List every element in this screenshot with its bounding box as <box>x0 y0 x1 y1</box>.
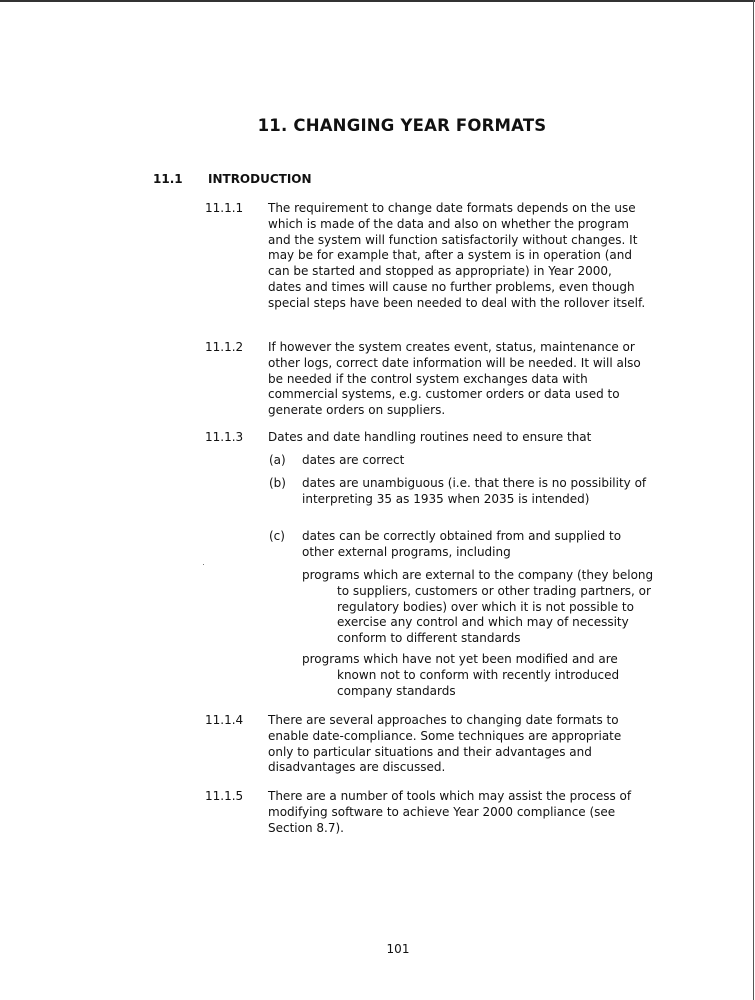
list-item-label: (c) <box>269 529 285 543</box>
paragraph-text: There are several approaches to changing date formats to enable date-compliance. Some techniques are appropriate only to particular situations and their advantages and disadvantages are discussed. <box>268 713 622 775</box>
paragraph-text: Dates and date handling routines need to ensure that <box>268 430 592 444</box>
list-item-text: dates are unambiguous (i.e. that there is no possibility of interpreting 35 as 1935 when 2035 is intended) <box>302 476 647 506</box>
section-number: 11.1 <box>153 172 183 186</box>
list-item-label: (a) <box>269 453 286 467</box>
chapter-title: 11. CHANGING YEAR FORMATS <box>257 116 547 135</box>
section-title: INTRODUCTION <box>208 172 312 186</box>
page-top-border <box>0 0 755 2</box>
sub-list-item: programs which are external to the company (they belong to suppliers, customers or other trading partners, or regulatory bodies) over which it is not possible to exercise any control and which may of necessity conform to different standards <box>302 568 654 646</box>
paragraph-number: 11.1.3 <box>205 430 244 444</box>
paragraph-text: There are a number of tools which may assist the process of modifying software to achieve Year 2000 compliance (see Section 8.7). <box>268 789 632 835</box>
sub-list-item: programs which have not yet been modified and are known not to conform with recently introduced company standards <box>302 652 620 698</box>
list-item-text: dates can be correctly obtained from and supplied to other external programs, including <box>302 529 622 559</box>
paragraph-text: If however the system creates event, status, maintenance or other logs, correct date information will be needed. It will also be needed if the control system exchanges data with commercial systems, e.g. customer orders or data used to generate orders on suppliers. <box>268 340 641 418</box>
list-item-label: (b) <box>269 476 286 490</box>
page-number: 101 <box>386 942 410 956</box>
paragraph-text: The requirement to change date formats depends on the use which is made of the data and also on whether the program and the system will function satisfactorily without changes. It may be for example that, after a system is in operation (and can be started and stopped as appropriate) in Year 2000, dates and times will cause no further problems, even though special steps have been needed to deal with the rollover itself. <box>268 201 646 310</box>
list-item-text: dates are correct <box>302 453 405 467</box>
paragraph-number: 11.1.1 <box>205 201 244 215</box>
scan-speck <box>203 564 204 565</box>
page-right-border <box>753 0 754 1000</box>
paragraph-number: 11.1.5 <box>205 789 244 803</box>
paragraph-number: 11.1.4 <box>205 713 244 727</box>
paragraph-number: 11.1.2 <box>205 340 244 354</box>
